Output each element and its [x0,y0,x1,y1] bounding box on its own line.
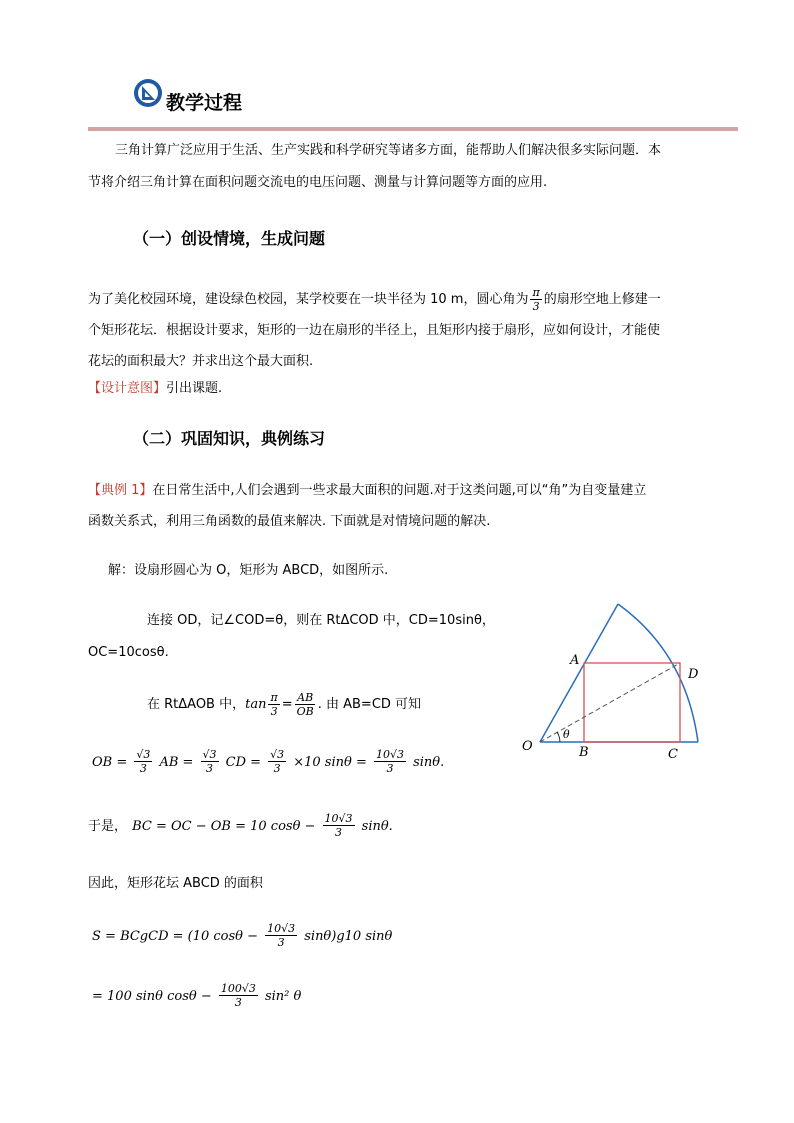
section-1-paragraph-line-3: 花坛的面积最大？并求出这个最大面积. [88,354,314,369]
label-b: B [579,745,589,760]
angle-theta-arc [557,732,560,742]
section-1-paragraph-line-1: 为了美化校园环境，建设绿色校园，某学校要在一块半径为 10 m，圆心角为 $\frac{\pi}{3}$ 的扇形空地上修建一 [88,286,661,313]
section-1-paragraph-line-2: 个矩形花坛．根据设计要求，矩形的一边在扇形的半径上，且矩形内接于扇形，应如何设计，才能使 [88,323,661,338]
label-d: D [688,667,699,682]
segment-od-dashed [540,663,680,742]
equation-ob: OB = $\frac{√3}{3}$ AB = $\frac{√3}{3}$ CD = $\frac{√3}{3}$ ×10 sinθ = $\frac{10√3}{3}$ sinθ. [92,748,445,775]
sector-arc [618,604,698,742]
example-1-line-2: 函数关系式，利用三角函数的最值来解决. 下面就是对情境问题的解决. [88,514,491,529]
rectangle-abcd [584,663,680,742]
header-divider [88,127,738,131]
area-text: 因此，矩形花坛 ABCD 的面积 [88,876,263,891]
design-intent-tag: 【设计意图】 [88,381,167,396]
teaching-logo-icon [133,78,163,108]
label-c: C [668,747,678,762]
step-2-line: 在 RtΔAOB 中，tan $\frac{\pi}{3}$ = $\frac{AB}{OB}$ . 由 AB=CD 可知 [147,691,422,718]
page-title: 教学过程 [166,92,243,114]
section-1-title: （一）创设情境，生成问题 [133,229,326,248]
equation-area-s: S = BCgCD = (10 cosθ − $\frac{10√3}{3}$ sinθ)g10 sinθ [92,922,393,949]
pi-over-3-fraction: $\frac{\pi}{3}$ [532,286,540,313]
step-1-line-2: OC=10cosθ. [88,645,169,660]
sector-radius-oa [540,604,618,742]
design-intent: 【设计意图】引出课题. [88,381,223,396]
equation-bc: 于是， BC = OC − OB = 10 cosθ − $\frac{10√3}{3}$ sinθ. [88,812,393,839]
label-o: O [522,739,533,754]
label-theta: θ [563,728,570,741]
equation-area-expanded: = 100 sinθ cosθ − $\frac{100√3}{3}$ sin² θ [92,982,302,1009]
solution-intro: 解：设扇形圆心为 O，矩形为 ABCD，如图所示. [108,563,389,578]
intro-line-1: 三角计算广泛应用于生活、生产实践和科学研究等诸多方面，能帮助人们解决很多实际问题．本 [115,143,662,158]
intro-line-2: 节将介绍三角计算在面积问题交流电的电压问题、测量与计算问题等方面的应用. [88,175,548,190]
example-1-line-1: 【典例 1】在日常生活中,人们会遇到一些求最大面积的问题.对于这类问题,可以“角”为自变量建立 [88,483,647,498]
step-1-line-1: 连接 OD，记∠COD=θ，则在 RtΔCOD 中，CD=10sinθ， [147,613,495,628]
sector-rectangle-figure [508,598,728,768]
example-tag: 【典例 1】 [88,483,153,498]
section-2-title: （二）巩固知识，典例练习 [133,429,326,448]
label-a: A [570,653,580,668]
